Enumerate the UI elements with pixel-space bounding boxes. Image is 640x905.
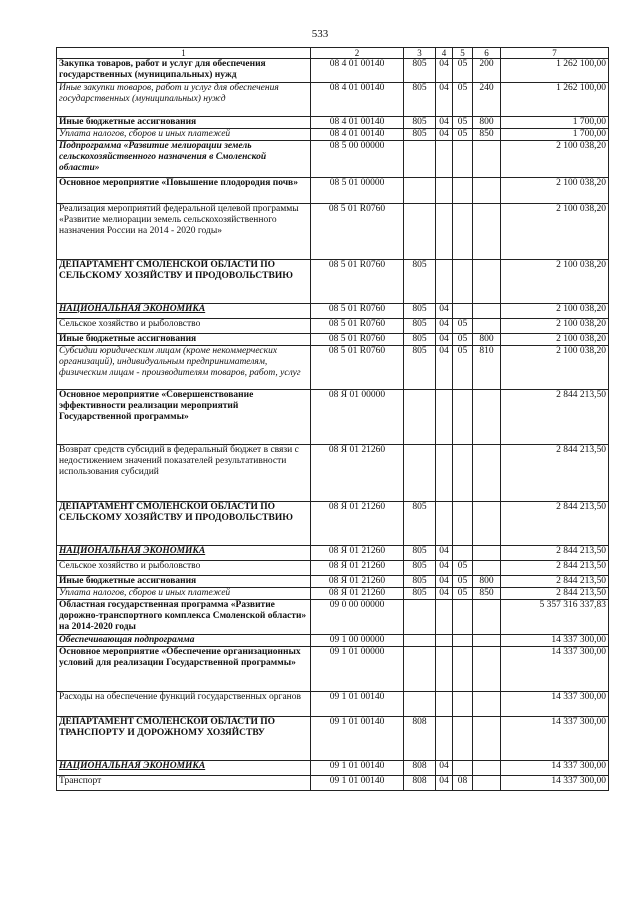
header-row bbox=[57, 48, 609, 59]
row-vr-cell: 240 bbox=[473, 83, 501, 117]
table-row bbox=[57, 319, 609, 334]
row-code-cell: 08 Я 01 21260 bbox=[311, 588, 404, 600]
row-pr-cell bbox=[453, 692, 473, 717]
row-vedom-cell: 805 bbox=[404, 346, 436, 390]
row-name-cell: НАЦИОНАЛЬНАЯ ЭКОНОМИКА bbox=[57, 546, 311, 561]
row-rz-cell: 04 bbox=[436, 83, 453, 117]
row-name-cell: Реализация мероприятий федеральной целевой программы «Развитие мелиорации земель сельскохозяйственного назначения России на 2014 - 2020 годы» bbox=[57, 204, 311, 260]
row-vr-cell bbox=[473, 502, 501, 546]
row-vedom-cell: 805 bbox=[404, 304, 436, 319]
row-rz-cell: 04 bbox=[436, 129, 453, 141]
row-code-cell: 08 5 01 00000 bbox=[311, 178, 404, 204]
row-code-cell: 09 1 01 00140 bbox=[311, 692, 404, 717]
row-name-cell: Уплата налогов, сборов и иных платежей bbox=[57, 129, 311, 141]
row-code-cell: 08 Я 01 21260 bbox=[311, 561, 404, 576]
row-name-cell: Основное мероприятие «Совершенствование эффективности реализации мероприятий Государственной программы» bbox=[57, 390, 311, 445]
row-vr-cell bbox=[473, 546, 501, 561]
row-vr-cell: 850 bbox=[473, 129, 501, 141]
row-rz-cell bbox=[436, 178, 453, 204]
row-vedom-cell: 805 bbox=[404, 588, 436, 600]
row-rz-cell: 04 bbox=[436, 59, 453, 83]
row-vr-cell bbox=[473, 635, 501, 647]
table-row bbox=[57, 588, 609, 600]
row-rz-cell: 04 bbox=[436, 304, 453, 319]
row-amount-cell: 2 100 038,20 bbox=[501, 334, 609, 346]
row-vedom-cell bbox=[404, 141, 436, 178]
col-header-name: 1 bbox=[57, 48, 311, 59]
row-code-cell: 08 5 00 00000 bbox=[311, 141, 404, 178]
row-code-cell: 08 5 01 R0760 bbox=[311, 204, 404, 260]
row-pr-cell: 05 bbox=[453, 334, 473, 346]
row-amount-cell: 1 700,00 bbox=[501, 117, 609, 129]
row-pr-cell bbox=[453, 635, 473, 647]
row-vedom-cell: 805 bbox=[404, 117, 436, 129]
row-pr-cell: 05 bbox=[453, 83, 473, 117]
row-vr-cell bbox=[473, 776, 501, 791]
row-vedom-cell: 805 bbox=[404, 576, 436, 588]
row-vr-cell bbox=[473, 390, 501, 445]
table-row bbox=[57, 346, 609, 390]
row-pr-cell bbox=[453, 761, 473, 776]
row-vedom-cell bbox=[404, 600, 436, 635]
row-pr-cell bbox=[453, 141, 473, 178]
table-row bbox=[57, 776, 609, 791]
row-vr-cell: 810 bbox=[473, 346, 501, 390]
row-name-cell: Иные закупки товаров, работ и услуг для обеспечения государственных (муниципальных) нужд bbox=[57, 83, 311, 117]
row-code-cell: 09 1 01 00140 bbox=[311, 776, 404, 791]
row-vr-cell bbox=[473, 761, 501, 776]
row-name-cell: Основное мероприятие «Обеспечение организационных условий для реализации Государственной программы» bbox=[57, 647, 311, 692]
row-vedom-cell: 805 bbox=[404, 546, 436, 561]
table-row bbox=[57, 647, 609, 692]
row-amount-cell: 14 337 300,00 bbox=[501, 776, 609, 791]
row-amount-cell: 2 100 038,20 bbox=[501, 346, 609, 390]
row-pr-cell bbox=[453, 502, 473, 546]
table-body bbox=[57, 59, 609, 791]
table-row bbox=[57, 502, 609, 546]
row-vr-cell: 800 bbox=[473, 117, 501, 129]
row-amount-cell: 2 844 213,50 bbox=[501, 445, 609, 502]
table-row bbox=[57, 445, 609, 502]
row-name-cell: Субсидии юридическим лицам (кроме некоммерческих организаций), индивидуальным предпринимателям, физическим лицам - производителям товаров, работ, услуг bbox=[57, 346, 311, 390]
row-vr-cell bbox=[473, 717, 501, 761]
row-rz-cell: 04 bbox=[436, 588, 453, 600]
row-vr-cell: 800 bbox=[473, 334, 501, 346]
row-pr-cell bbox=[453, 647, 473, 692]
row-vedom-cell bbox=[404, 647, 436, 692]
row-code-cell: 09 1 01 00140 bbox=[311, 761, 404, 776]
row-rz-cell bbox=[436, 445, 453, 502]
row-vedom-cell: 808 bbox=[404, 776, 436, 791]
row-name-cell: Сельское хозяйство и рыболовство bbox=[57, 319, 311, 334]
row-name-cell: Закупка товаров, работ и услуг для обеспечения государственных (муниципальных) нужд bbox=[57, 59, 311, 83]
row-rz-cell: 04 bbox=[436, 546, 453, 561]
row-amount-cell: 2 844 213,50 bbox=[501, 390, 609, 445]
page-number: 533 bbox=[311, 28, 329, 40]
row-vedom-cell bbox=[404, 204, 436, 260]
row-pr-cell bbox=[453, 178, 473, 204]
table-row bbox=[57, 204, 609, 260]
table-row bbox=[57, 717, 609, 761]
row-code-cell: 08 4 01 00140 bbox=[311, 59, 404, 83]
row-code-cell: 08 Я 01 21260 bbox=[311, 445, 404, 502]
row-rz-cell bbox=[436, 502, 453, 546]
row-pr-cell: 05 bbox=[453, 576, 473, 588]
row-pr-cell bbox=[453, 445, 473, 502]
table-row bbox=[57, 546, 609, 561]
row-name-cell: ДЕПАРТАМЕНТ СМОЛЕНСКОЙ ОБЛАСТИ ПО СЕЛЬСКОМУ ХОЗЯЙСТВУ И ПРОДОВОЛЬСТВИЮ bbox=[57, 260, 311, 304]
row-code-cell: 08 5 01 R0760 bbox=[311, 319, 404, 334]
table-row bbox=[57, 83, 609, 117]
row-vr-cell bbox=[473, 445, 501, 502]
row-code-cell: 08 Я 01 21260 bbox=[311, 502, 404, 546]
table-row bbox=[57, 141, 609, 178]
col-header-vedom: 3 bbox=[404, 48, 436, 59]
row-rz-cell: 04 bbox=[436, 334, 453, 346]
row-vr-cell: 800 bbox=[473, 576, 501, 588]
row-name-cell: ДЕПАРТАМЕНТ СМОЛЕНСКОЙ ОБЛАСТИ ПО СЕЛЬСКОМУ ХОЗЯЙСТВУ И ПРОДОВОЛЬСТВИЮ bbox=[57, 502, 311, 546]
row-name-cell: Иные бюджетные ассигнования bbox=[57, 576, 311, 588]
table-row bbox=[57, 178, 609, 204]
row-code-cell: 09 0 00 00000 bbox=[311, 600, 404, 635]
row-rz-cell: 04 bbox=[436, 761, 453, 776]
row-amount-cell: 14 337 300,00 bbox=[501, 635, 609, 647]
col-header-pr: 5 bbox=[453, 48, 473, 59]
row-amount-cell: 14 337 300,00 bbox=[501, 717, 609, 761]
table-row bbox=[57, 390, 609, 445]
row-rz-cell bbox=[436, 204, 453, 260]
row-vedom-cell: 808 bbox=[404, 717, 436, 761]
row-code-cell: 08 5 01 R0760 bbox=[311, 334, 404, 346]
row-code-cell: 09 1 01 00000 bbox=[311, 647, 404, 692]
row-rz-cell bbox=[436, 717, 453, 761]
row-code-cell: 08 5 01 R0760 bbox=[311, 304, 404, 319]
row-name-cell: Основное мероприятие «Повышение плодородия почв» bbox=[57, 178, 311, 204]
row-rz-cell bbox=[436, 647, 453, 692]
row-amount-cell: 14 337 300,00 bbox=[501, 692, 609, 717]
row-pr-cell bbox=[453, 304, 473, 319]
row-vr-cell: 850 bbox=[473, 588, 501, 600]
table-row bbox=[57, 561, 609, 576]
row-vr-cell bbox=[473, 260, 501, 304]
row-vr-cell bbox=[473, 647, 501, 692]
row-amount-cell: 1 262 100,00 bbox=[501, 83, 609, 117]
table-row bbox=[57, 635, 609, 647]
row-code-cell: 08 Я 01 00000 bbox=[311, 390, 404, 445]
table-row bbox=[57, 304, 609, 319]
row-pr-cell: 08 bbox=[453, 776, 473, 791]
row-code-cell: 08 Я 01 21260 bbox=[311, 546, 404, 561]
row-rz-cell: 04 bbox=[436, 117, 453, 129]
row-pr-cell: 05 bbox=[453, 588, 473, 600]
row-rz-cell: 04 bbox=[436, 576, 453, 588]
row-name-cell: Обеспечивающая подпрограмма bbox=[57, 635, 311, 647]
row-vedom-cell bbox=[404, 390, 436, 445]
row-pr-cell bbox=[453, 204, 473, 260]
row-rz-cell: 04 bbox=[436, 319, 453, 334]
row-pr-cell: 05 bbox=[453, 561, 473, 576]
row-amount-cell: 2 844 213,50 bbox=[501, 561, 609, 576]
table-row bbox=[57, 600, 609, 635]
row-code-cell: 08 4 01 00140 bbox=[311, 129, 404, 141]
row-rz-cell bbox=[436, 635, 453, 647]
row-code-cell: 09 1 01 00140 bbox=[311, 717, 404, 761]
row-pr-cell: 05 bbox=[453, 319, 473, 334]
row-rz-cell: 04 bbox=[436, 561, 453, 576]
table-row bbox=[57, 692, 609, 717]
table-row bbox=[57, 129, 609, 141]
row-name-cell: Уплата налогов, сборов и иных платежей bbox=[57, 588, 311, 600]
row-vr-cell bbox=[473, 561, 501, 576]
table-row bbox=[57, 334, 609, 346]
row-amount-cell: 1 700,00 bbox=[501, 129, 609, 141]
row-vr-cell bbox=[473, 141, 501, 178]
row-name-cell: Расходы на обеспечение функций государственных органов bbox=[57, 692, 311, 717]
row-vedom-cell bbox=[404, 692, 436, 717]
row-pr-cell bbox=[453, 717, 473, 761]
table-row bbox=[57, 761, 609, 776]
row-amount-cell: 2 100 038,20 bbox=[501, 304, 609, 319]
row-vedom-cell: 805 bbox=[404, 561, 436, 576]
table-row bbox=[57, 59, 609, 83]
row-amount-cell: 2 844 213,50 bbox=[501, 546, 609, 561]
row-vr-cell bbox=[473, 178, 501, 204]
row-vedom-cell: 805 bbox=[404, 129, 436, 141]
row-vedom-cell: 805 bbox=[404, 502, 436, 546]
row-vedom-cell bbox=[404, 178, 436, 204]
row-name-cell: Сельское хозяйство и рыболовство bbox=[57, 561, 311, 576]
row-vedom-cell: 808 bbox=[404, 761, 436, 776]
row-code-cell: 09 1 00 00000 bbox=[311, 635, 404, 647]
row-pr-cell: 05 bbox=[453, 59, 473, 83]
row-pr-cell bbox=[453, 260, 473, 304]
row-name-cell: Иные бюджетные ассигнования bbox=[57, 117, 311, 129]
row-name-cell: Транспорт bbox=[57, 776, 311, 791]
row-vr-cell bbox=[473, 319, 501, 334]
row-name-cell: НАЦИОНАЛЬНАЯ ЭКОНОМИКА bbox=[57, 761, 311, 776]
row-vedom-cell: 805 bbox=[404, 83, 436, 117]
row-amount-cell: 2 100 038,20 bbox=[501, 178, 609, 204]
row-amount-cell: 2 100 038,20 bbox=[501, 319, 609, 334]
row-amount-cell: 2 844 213,50 bbox=[501, 576, 609, 588]
row-amount-cell: 5 357 316 337,83 bbox=[501, 600, 609, 635]
row-vr-cell bbox=[473, 204, 501, 260]
table-row bbox=[57, 260, 609, 304]
table-row bbox=[57, 576, 609, 588]
row-name-cell: ДЕПАРТАМЕНТ СМОЛЕНСКОЙ ОБЛАСТИ ПО ТРАНСПОРТУ И ДОРОЖНОМУ ХОЗЯЙСТВУ bbox=[57, 717, 311, 761]
row-vedom-cell: 805 bbox=[404, 260, 436, 304]
row-pr-cell bbox=[453, 546, 473, 561]
table-row bbox=[57, 117, 609, 129]
row-vedom-cell: 805 bbox=[404, 319, 436, 334]
col-header-code: 2 bbox=[311, 48, 404, 59]
col-header-rz: 4 bbox=[436, 48, 453, 59]
row-code-cell: 08 5 01 R0760 bbox=[311, 346, 404, 390]
row-name-cell: Подпрограмма «Развитие мелиорации земель сельскохозяйственного назначения в Смоленской области» bbox=[57, 141, 311, 178]
row-code-cell: 08 4 01 00140 bbox=[311, 83, 404, 117]
row-rz-cell bbox=[436, 692, 453, 717]
row-pr-cell bbox=[453, 600, 473, 635]
row-code-cell: 08 5 01 R0760 bbox=[311, 260, 404, 304]
row-amount-cell: 1 262 100,00 bbox=[501, 59, 609, 83]
row-vedom-cell bbox=[404, 445, 436, 502]
budget-table bbox=[56, 47, 609, 791]
row-amount-cell: 2 100 038,20 bbox=[501, 141, 609, 178]
row-vr-cell: 200 bbox=[473, 59, 501, 83]
row-code-cell: 08 Я 01 21260 bbox=[311, 576, 404, 588]
row-vr-cell bbox=[473, 600, 501, 635]
row-rz-cell bbox=[436, 141, 453, 178]
row-vr-cell bbox=[473, 304, 501, 319]
row-pr-cell: 05 bbox=[453, 117, 473, 129]
row-name-cell: НАЦИОНАЛЬНАЯ ЭКОНОМИКА bbox=[57, 304, 311, 319]
row-name-cell: Областная государственная программа «Развитие дорожно-транспортного комплекса Смоленской области» на 2014-2020 годы bbox=[57, 600, 311, 635]
row-amount-cell: 2 100 038,20 bbox=[501, 204, 609, 260]
row-vedom-cell: 805 bbox=[404, 334, 436, 346]
row-rz-cell: 04 bbox=[436, 776, 453, 791]
row-rz-cell: 04 bbox=[436, 346, 453, 390]
col-header-amount: 7 bbox=[501, 48, 609, 59]
row-name-cell: Возврат средств субсидий в федеральный бюджет в связи с недостижением значений показателей результативности использования субсидий bbox=[57, 445, 311, 502]
row-amount-cell: 14 337 300,00 bbox=[501, 761, 609, 776]
row-amount-cell: 2 100 038,20 bbox=[501, 260, 609, 304]
row-vr-cell bbox=[473, 692, 501, 717]
row-code-cell: 08 4 01 00140 bbox=[311, 117, 404, 129]
row-pr-cell bbox=[453, 390, 473, 445]
row-pr-cell: 05 bbox=[453, 129, 473, 141]
row-pr-cell: 05 bbox=[453, 346, 473, 390]
row-vedom-cell: 805 bbox=[404, 59, 436, 83]
col-header-vr: 6 bbox=[473, 48, 501, 59]
row-amount-cell: 2 844 213,50 bbox=[501, 502, 609, 546]
row-amount-cell: 2 844 213,50 bbox=[501, 588, 609, 600]
row-rz-cell bbox=[436, 260, 453, 304]
row-rz-cell bbox=[436, 390, 453, 445]
row-name-cell: Иные бюджетные ассигнования bbox=[57, 334, 311, 346]
row-rz-cell bbox=[436, 600, 453, 635]
row-amount-cell: 14 337 300,00 bbox=[501, 647, 609, 692]
row-vedom-cell bbox=[404, 635, 436, 647]
